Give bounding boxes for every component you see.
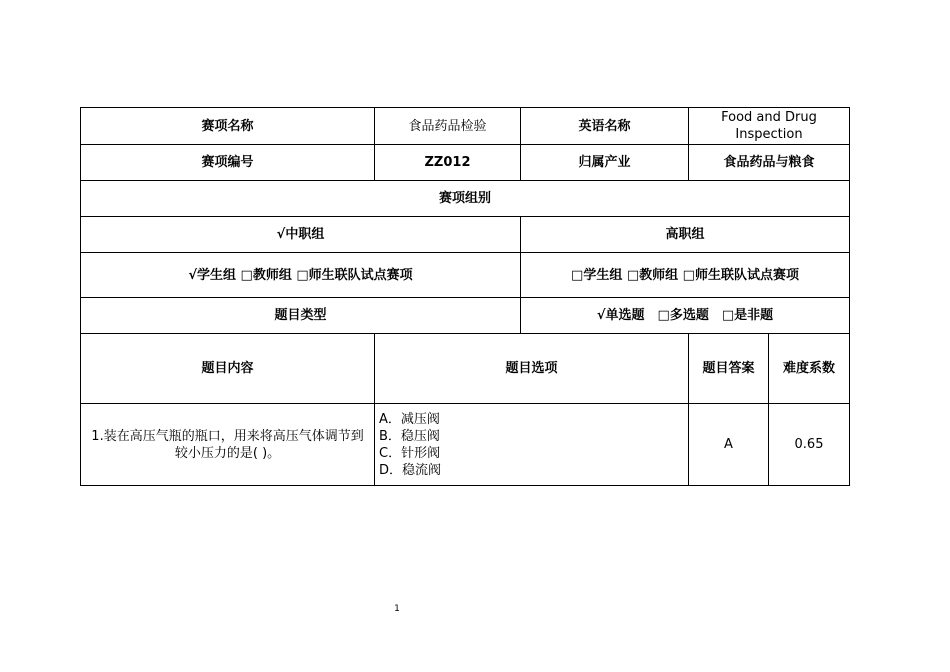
event-name-value: 食品药品检验	[375, 108, 521, 145]
option-c: C．针形阀	[379, 445, 441, 461]
table-row	[81, 404, 850, 486]
english-name-value	[689, 108, 850, 145]
higher-subgroups: □学生组 □教师组 □师生联队试点赛项	[521, 253, 850, 298]
question-answer: A	[689, 404, 769, 486]
event-code-label: 赛项编号	[81, 145, 375, 181]
question-type-label: 题目类型	[81, 298, 521, 334]
difficulty-header: 难度系数	[769, 334, 850, 404]
row-group-header	[81, 181, 850, 217]
secondary-vocational-group: √中职组	[81, 217, 521, 253]
english-name-label: 英语名称	[521, 108, 689, 145]
options-header: 题目选项	[375, 334, 689, 404]
higher-vocational-group: 高职组	[521, 217, 850, 253]
competition-form-table	[80, 107, 850, 486]
question-difficulty: 0.65	[769, 404, 850, 486]
question-options	[375, 404, 689, 486]
question-text: 1.装在高压气瓶的瓶口，用来将高压气体调节到较小压力的是( )。	[81, 404, 375, 486]
row-question-type	[81, 298, 850, 334]
page-number: 1	[394, 604, 400, 614]
row-groups	[81, 217, 850, 253]
english-name-line1: Food and Drug	[721, 110, 817, 125]
option-b: B．稳压阀	[379, 428, 440, 444]
option-a: A．减压阀	[379, 411, 440, 427]
row-subgroups	[81, 253, 850, 298]
event-name-label: 赛项名称	[81, 108, 375, 145]
row-code	[81, 145, 850, 181]
group-header: 赛项组别	[81, 181, 850, 217]
english-name-line2: Inspection	[735, 127, 803, 142]
question-type-value: √单选题 □多选题 □是非题	[521, 298, 850, 334]
event-code-value: ZZ012	[375, 145, 521, 181]
content-header: 题目内容	[81, 334, 375, 404]
industry-label: 归属产业	[521, 145, 689, 181]
option-d: D．稳流阀	[379, 462, 442, 478]
row-question-header	[81, 334, 850, 404]
row-name	[81, 108, 850, 145]
answer-header: 题目答案	[689, 334, 769, 404]
industry-value: 食品药品与粮食	[689, 145, 850, 181]
secondary-subgroups: √学生组 □教师组 □师生联队试点赛项	[81, 253, 521, 298]
